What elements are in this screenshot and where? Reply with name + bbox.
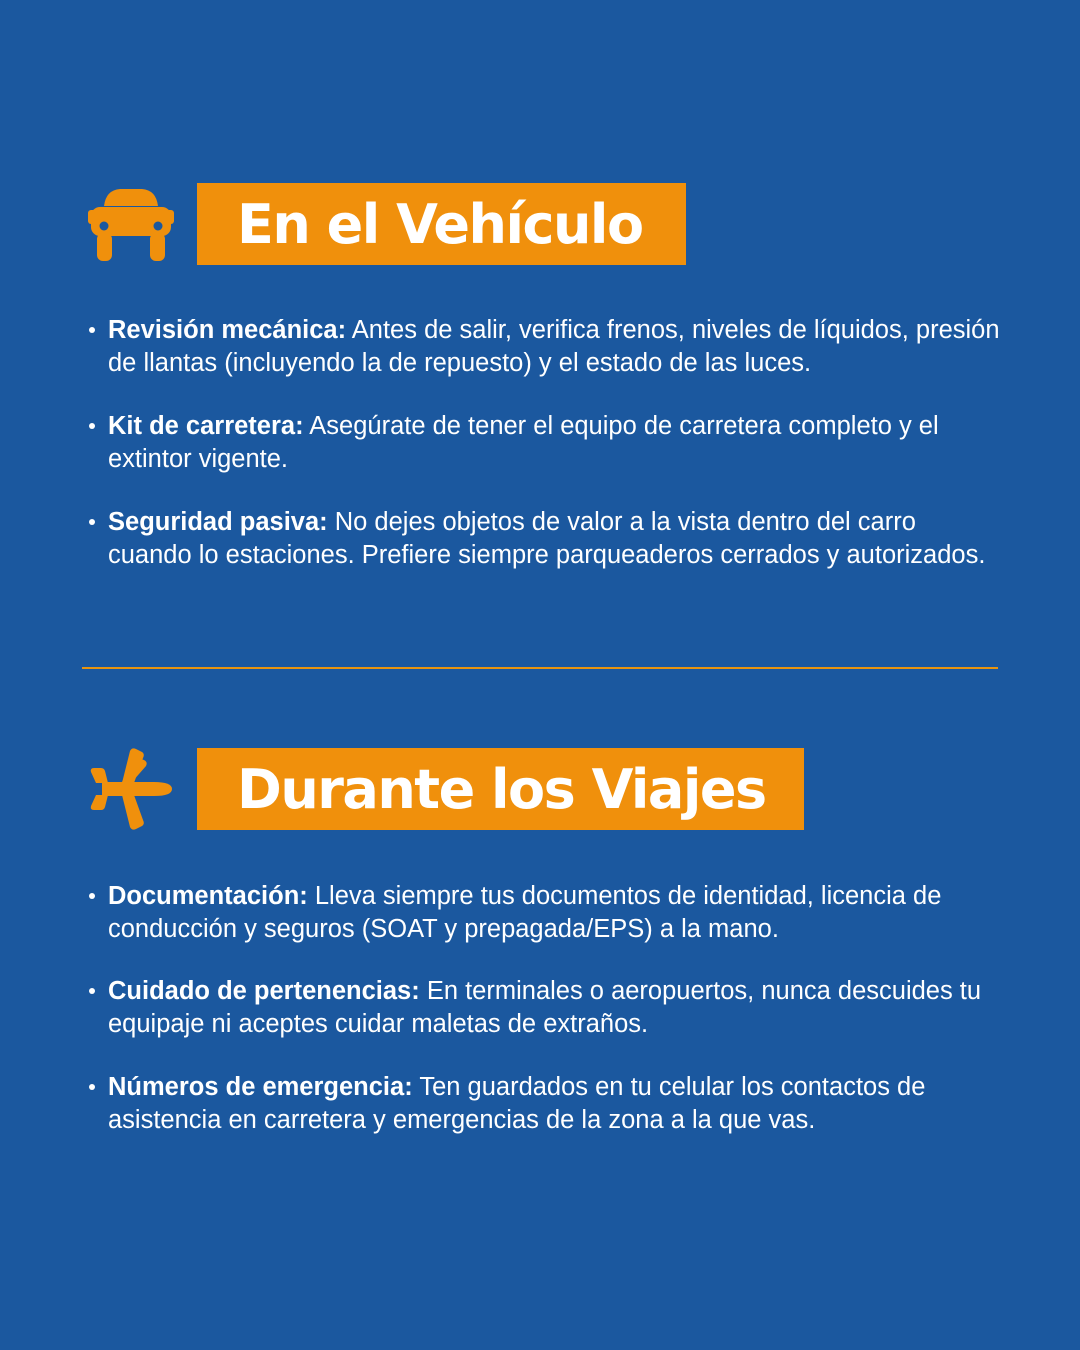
list-item (108, 880, 1003, 945)
vehicle-title: En el Vehículo (237, 192, 643, 256)
bullet (89, 327, 95, 333)
section-divider (82, 667, 998, 669)
travel-title: Durante los Viajes (237, 757, 766, 821)
vehicle-header (0, 183, 1080, 265)
item-text: Ten guardados en tu celular los contactos de asistencia en carretera y emergencias de la zona a la que vas. (108, 1073, 926, 1134)
bullet (89, 1084, 95, 1090)
item-label: Seguridad pasiva: (108, 508, 328, 536)
list-item (108, 506, 998, 571)
item-text: Lleva siempre tus documentos de identidad, licencia de conducción y seguros (SOAT y prepagada/EPS) a la mano. (108, 882, 942, 943)
bullet (89, 988, 95, 994)
airplane-icon (88, 746, 174, 832)
item-label: Kit de carretera: (108, 412, 304, 440)
list-item (108, 1071, 988, 1136)
vehicle-title-box (197, 183, 686, 265)
bullet (89, 893, 95, 899)
list-item (108, 314, 1008, 379)
car-icon (88, 180, 174, 266)
item-text: En terminales o aeropuertos, nunca descuides tu equipaje ni aceptes cuidar maletas de extraños. (108, 977, 982, 1038)
bullet (89, 519, 95, 525)
list-item (108, 975, 988, 1040)
item-label: Documentación: (108, 882, 308, 910)
item-label: Revisión mecánica: (108, 316, 347, 344)
bullet (89, 423, 95, 429)
item-text: No dejes objetos de valor a la vista dentro del carro cuando lo estaciones. Prefiere siempre parqueaderos cerrados y autorizados. (108, 508, 986, 569)
item-label: Números de emergencia: (108, 1073, 413, 1101)
list-item (108, 410, 988, 475)
travel-header (0, 748, 1080, 830)
item-text: Asegúrate de tener el equipo de carretera completo y el extintor vigente. (108, 412, 939, 473)
item-text: Antes de salir, verifica frenos, niveles de líquidos, presión de llantas (incluyendo la de repuesto) y el estado de las luces. (108, 316, 1000, 377)
travel-title-box (197, 748, 804, 830)
item-label: Cuidado de pertenencias: (108, 977, 420, 1005)
